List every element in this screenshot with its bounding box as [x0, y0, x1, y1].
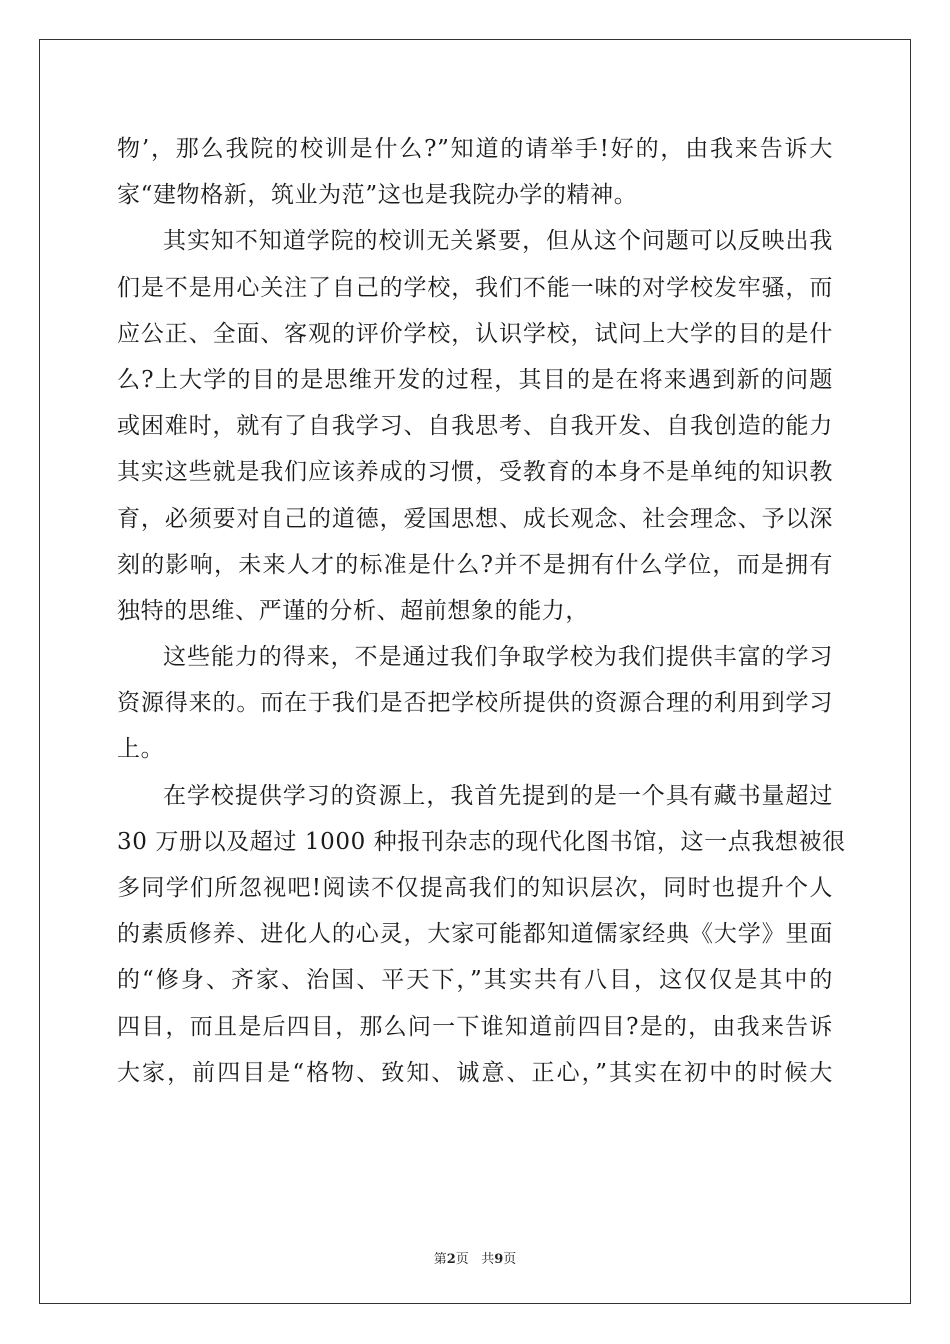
text-line: 的“修身、齐家、治国、平天下，”其实共有八目，这仅仅是其中的: [117, 967, 833, 994]
text-line: 家“建物格新，筑业为范”这也是我院办学的精神。: [117, 182, 638, 209]
page-number-suffix: 页: [455, 1252, 469, 1267]
total-pages-prefix: 共: [481, 1252, 495, 1267]
text-line: 的素质修养、进化人的心灵，大家可能都知道儒家经典《大学》里面: [117, 921, 833, 948]
paragraph-first-line: 这些能力的得来，不是通过我们争取学校为我们提供丰富的学习: [163, 644, 833, 671]
total-page-count: 9: [494, 1252, 504, 1267]
page-footer: [0, 1248, 950, 1267]
text-line: 或困难时，就有了自我学习、自我思考、自我开发、自我创造的能力: [117, 413, 833, 440]
text-line: 资源得来的。而在于我们是否把学校所提供的资源合理的利用到学习: [117, 690, 833, 717]
text-line: 物’，那么我院的校训是什么?”知道的请举手!好的，由我来告诉大: [117, 136, 833, 162]
text-line: 育，必须要对自己的道德，爱国思想、成长观念、社会理念、予以深: [117, 505, 833, 532]
text-line: 多同学们所忽视吧!阅读不仅提高我们的知识层次，同时也提升个人: [117, 875, 833, 901]
total-pages-suffix: 页: [503, 1252, 517, 1267]
text-line: 其实这些就是我们应该养成的习惯，受教育的本身不是单纯的知识教: [117, 459, 833, 486]
text-line: 么?上大学的目的是思维开发的过程，其目的是在将来遇到新的问题: [117, 366, 833, 393]
text-line: 上。: [117, 736, 165, 763]
current-page-number: 2: [446, 1252, 456, 1267]
text-line: 大家，前四目是“格物、致知、诚意、正心，”其实在初中的时候大: [117, 1059, 833, 1086]
text-line: 们是不是用心关注了自己的学校，我们不能一味的对学校发牢骚，而: [117, 274, 833, 301]
paragraph-first-line: 在学校提供学习的资源上，我首先提到的是一个具有藏书量超过: [163, 782, 833, 809]
page-number-prefix: 第: [433, 1252, 447, 1267]
document-body: [117, 126, 846, 1096]
text-line: 30 万册以及超过 1000 种报刊杂志的现代化图书馆，这一点我想被很: [117, 828, 846, 855]
paragraph-first-line: 其实知不知道学院的校训无关紧要，但从这个问题可以反映出我: [163, 228, 833, 255]
text-line: 刻的影响，未来人才的标准是什么?并不是拥有什么学位，而是拥有: [117, 551, 833, 578]
text-line: 独特的思维、严谨的分析、超前想象的能力，: [117, 597, 589, 624]
text-line: 四目，而且是后四目，那么问一下谁知道前四目?是的，由我来告诉: [117, 1013, 833, 1040]
text-line: 应公正、全面、客观的评价学校，认识学校，试问上大学的目的是什: [117, 320, 833, 347]
